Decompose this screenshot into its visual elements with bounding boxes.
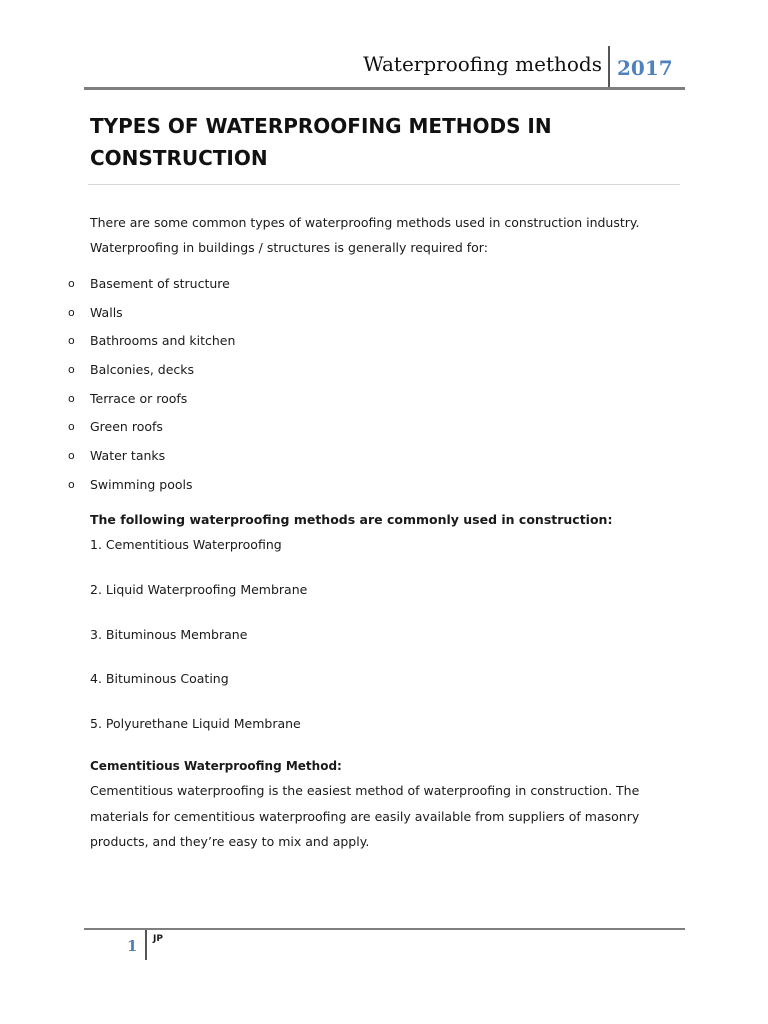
methods-heading: The following waterproofing methods are commonly used in construction:: [90, 512, 613, 527]
header-divider: [608, 46, 610, 88]
page-header: [84, 44, 685, 90]
method-item: 1. Cementitious Waterproofing: [90, 537, 282, 552]
header-year: 2017: [617, 56, 673, 80]
list-item-text: Balconies, decks: [90, 362, 195, 378]
method-item: 4. Bituminous Coating: [90, 671, 229, 687]
intro-paragraph: There are some common types of waterproofing methods used in construction industry. Waterproofing in buildings / structures is generally required for:: [90, 215, 640, 255]
list-item-text: Swimming pools: [90, 476, 193, 492]
list-item-text: Bathrooms and kitchen: [90, 333, 236, 349]
list-item-text: Walls: [90, 304, 123, 320]
bullet-icon: o: [68, 420, 75, 434]
list-item-text: Basement of structure: [90, 276, 230, 291]
section-body: Cementitious waterproofing is the easiest method of waterproofing in construction. The materials for cementitious waterproofing are easily available from suppliers of masonry products, and they’re easy to mix and apply.: [90, 783, 640, 849]
list-item: [0, 302, 768, 331]
page-number: 1: [127, 937, 138, 955]
list-item: [0, 474, 768, 503]
bullet-icon: o: [68, 363, 75, 377]
bullet-icon: o: [68, 277, 75, 290]
footer-initials: JP: [153, 934, 163, 944]
list-item: [0, 330, 768, 359]
header-title: Waterproofing methods: [363, 52, 602, 76]
footer-divider: [145, 930, 147, 960]
footer-rule: [84, 928, 685, 930]
list-item: [0, 445, 768, 474]
method-item: 2. Liquid Waterproofing Membrane: [90, 581, 308, 597]
list-item: [0, 273, 768, 302]
bullet-icon: o: [68, 334, 75, 348]
method-item: 5. Polyurethane Liquid Membrane: [90, 716, 301, 732]
bullet-icon: o: [68, 391, 75, 405]
bullet-icon: o: [68, 305, 75, 319]
list-item-text: Water tanks: [90, 448, 166, 464]
bullet-icon: o: [68, 449, 75, 463]
list-item-text: Green roofs: [90, 419, 163, 435]
document-title: TYPES OF WATERPROOFING METHODS IN CONSTRUCTION: [90, 114, 552, 170]
list-item-text: Terrace or roofs: [90, 390, 188, 406]
list-item: [0, 416, 768, 445]
list-item: [0, 388, 768, 417]
header-rule: [84, 87, 685, 90]
method-item: 3. Bituminous Membrane: [90, 626, 248, 642]
title-rule: [88, 184, 680, 185]
list-item: [0, 359, 768, 388]
methods-list: [90, 534, 307, 758]
bullet-icon: o: [68, 477, 75, 491]
section-heading: Cementitious Waterproofing Method:: [90, 759, 342, 773]
required-for-list: [0, 273, 768, 503]
